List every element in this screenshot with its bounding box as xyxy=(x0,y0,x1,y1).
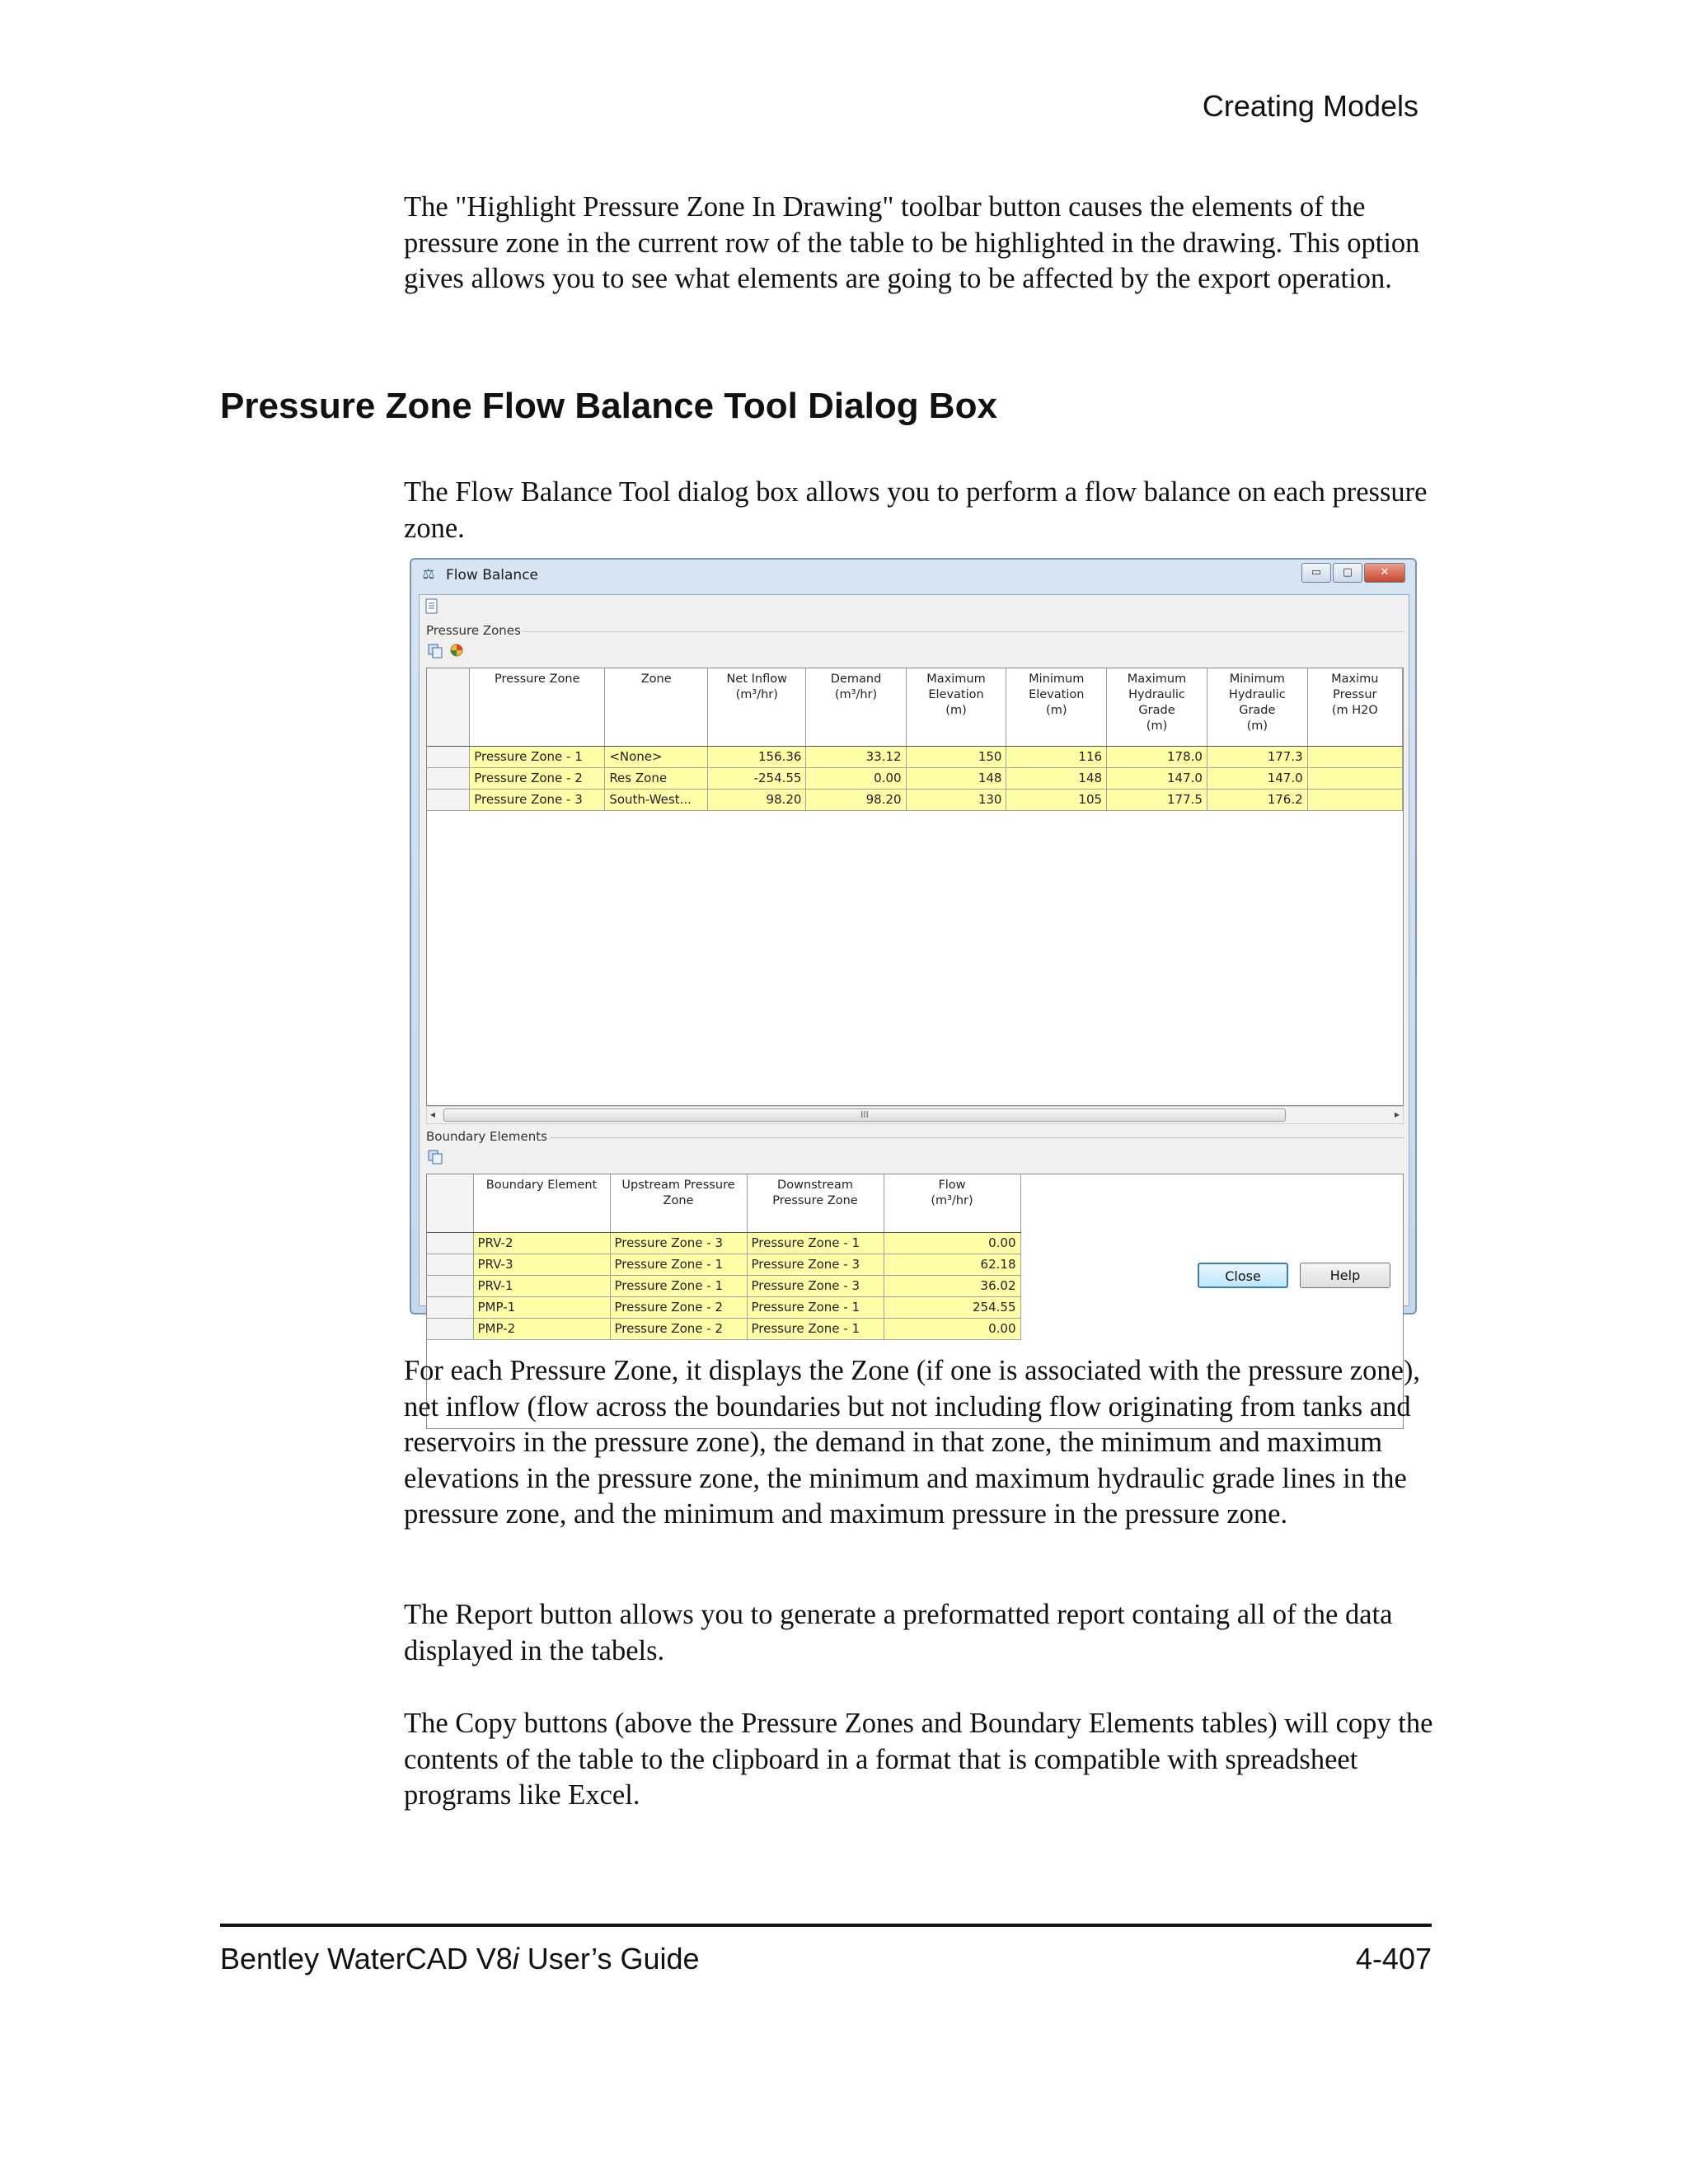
table-cell[interactable]: South-West... xyxy=(605,789,708,810)
table-cell[interactable]: 0.00 xyxy=(884,1232,1020,1254)
copy-icon[interactable] xyxy=(426,1149,444,1167)
copy-icon[interactable] xyxy=(426,643,444,661)
table-cell[interactable] xyxy=(1307,767,1402,789)
row-header[interactable] xyxy=(427,1254,473,1275)
table-cell[interactable]: Pressure Zone - 2 xyxy=(610,1318,747,1339)
report-paragraph: The Report button allows you to generate a preformatted report containg all of the data displayed in the tabels. xyxy=(404,1599,1393,1666)
table-cell[interactable]: 254.55 xyxy=(884,1296,1020,1318)
section-intro: The Flow Balance Tool dialog box allows you to perform a flow balance on each pressure zone. xyxy=(404,476,1428,544)
table-cell[interactable]: 147.0 xyxy=(1107,767,1207,789)
table-cell[interactable]: 176.2 xyxy=(1207,789,1307,810)
table-cell[interactable]: 62.18 xyxy=(884,1254,1020,1275)
table-cell[interactable]: Pressure Zone - 3 xyxy=(610,1232,747,1254)
running-header: Creating Models xyxy=(1202,89,1418,123)
table-cell[interactable]: PRV-1 xyxy=(473,1275,610,1296)
table-cell[interactable]: 148 xyxy=(906,767,1006,789)
footer-title-post: User’s Guide xyxy=(518,1942,700,1975)
table-cell[interactable]: 147.0 xyxy=(1207,767,1307,789)
row-header[interactable] xyxy=(427,767,470,789)
boundary-elements-table xyxy=(427,1174,1021,1340)
dialog-client-area xyxy=(419,594,1409,1336)
table-cell[interactable]: PMP-1 xyxy=(473,1296,610,1318)
dialog-titlebar xyxy=(411,560,1415,591)
table-cell[interactable]: 150 xyxy=(906,746,1006,767)
flow-balance-dialog xyxy=(410,558,1417,1336)
pressure-zones-column-header[interactable]: Demand (m³/hr) xyxy=(806,668,906,746)
table-row[interactable] xyxy=(427,1232,1020,1254)
row-header-corner xyxy=(427,1174,473,1232)
table-cell[interactable]: Pressure Zone - 1 xyxy=(470,746,605,767)
pressure-zones-grid xyxy=(426,668,1404,1106)
boundary-elements-column-header[interactable]: Boundary Element xyxy=(473,1174,610,1232)
help-button[interactable]: Help xyxy=(1300,1263,1390,1288)
table-cell[interactable]: 177.5 xyxy=(1107,789,1207,810)
balance-icon: ⚖ xyxy=(422,566,435,583)
table-cell[interactable]: PRV-3 xyxy=(473,1254,610,1275)
report-icon[interactable] xyxy=(423,598,441,616)
table-cell[interactable]: 0.00 xyxy=(806,767,906,789)
pressure-zones-column-header[interactable]: Minimum Hydraulic Grade (m) xyxy=(1207,668,1307,746)
table-cell[interactable] xyxy=(1307,789,1402,810)
page-number: 4-407 xyxy=(1355,1942,1432,1975)
table-cell[interactable]: 0.00 xyxy=(884,1318,1020,1339)
pressure-zones-column-header[interactable]: Net Inflow (m³/hr) xyxy=(708,668,806,746)
table-row[interactable] xyxy=(427,767,1403,789)
row-header[interactable] xyxy=(427,1275,473,1296)
table-cell[interactable]: Pressure Zone - 1 xyxy=(747,1318,884,1339)
table-cell[interactable]: Pressure Zone - 2 xyxy=(610,1296,747,1318)
table-cell[interactable]: 105 xyxy=(1006,789,1107,810)
table-cell[interactable]: 148 xyxy=(1006,767,1107,789)
scroll-left-icon[interactable]: ◂ xyxy=(430,1108,436,1120)
table-cell[interactable]: Pressure Zone - 1 xyxy=(610,1275,747,1296)
footer-title xyxy=(220,1942,700,1976)
table-cell[interactable]: 36.02 xyxy=(884,1275,1020,1296)
footer-title-italic: i xyxy=(512,1942,519,1975)
table-row[interactable] xyxy=(427,789,1403,810)
row-header[interactable] xyxy=(427,1318,473,1339)
minimize-button[interactable]: ▭ xyxy=(1301,563,1331,583)
table-cell[interactable]: Pressure Zone - 1 xyxy=(747,1232,884,1254)
table-row[interactable] xyxy=(427,1318,1020,1339)
table-cell[interactable]: Pressure Zone - 3 xyxy=(747,1254,884,1275)
table-cell[interactable]: PMP-2 xyxy=(473,1318,610,1339)
boundary-elements-label: Boundary Elements xyxy=(426,1129,547,1144)
table-cell[interactable] xyxy=(1307,746,1402,767)
pressure-zones-label: Pressure Zones xyxy=(426,623,521,638)
table-cell[interactable]: Pressure Zone - 1 xyxy=(610,1254,747,1275)
highlight-icon[interactable] xyxy=(448,643,466,661)
row-header-corner xyxy=(427,668,470,746)
maximize-button[interactable]: ▢ xyxy=(1333,563,1362,583)
table-row[interactable] xyxy=(427,1254,1020,1275)
footer-rule xyxy=(220,1924,1432,1927)
pressure-zones-column-header[interactable]: Maximum Elevation (m) xyxy=(906,668,1006,746)
close-window-button[interactable]: ✕ xyxy=(1364,563,1405,583)
boundary-elements-column-header[interactable]: Upstream Pressure Zone xyxy=(610,1174,747,1232)
table-cell[interactable]: 33.12 xyxy=(806,746,906,767)
pressure-zones-column-header[interactable]: Maximum Hydraulic Grade (m) xyxy=(1107,668,1207,746)
footer-title-pre: Bentley WaterCAD V8 xyxy=(220,1942,513,1975)
row-header[interactable] xyxy=(427,746,470,767)
scroll-thumb[interactable]: III xyxy=(443,1108,1286,1122)
pressure-zones-column-header[interactable]: Zone xyxy=(605,668,708,746)
table-cell[interactable]: -254.55 xyxy=(708,767,806,789)
dialog-title: Flow Balance xyxy=(446,567,539,583)
table-cell[interactable]: Res Zone xyxy=(605,767,708,789)
table-cell[interactable]: 177.3 xyxy=(1207,746,1307,767)
row-header[interactable] xyxy=(427,789,470,810)
table-cell[interactable]: PRV-2 xyxy=(473,1232,610,1254)
description-paragraph: For each Pressure Zone, it displays the Zone (if one is associated with the pressure zone), net inflow (flow across the boundaries but not including flow originating from tanks and reservoirs in the pressure zone), the demand in that zone, the minimum and maximum elevations in the pressure zone, the minimum and maximum hydraulic grade lines in the pressure zone, and the minimum and maximum pressure in the pressure zone. xyxy=(404,1355,1421,1530)
table-cell[interactable]: <None> xyxy=(605,746,708,767)
pressure-zones-column-header[interactable]: Maximu Pressur (m H2O xyxy=(1307,668,1402,746)
table-row[interactable] xyxy=(427,1275,1020,1296)
boundary-elements-column-header[interactable]: Downstream Pressure Zone xyxy=(747,1174,884,1232)
pressure-zones-table xyxy=(427,668,1403,811)
table-row[interactable] xyxy=(427,1296,1020,1318)
pressure-zones-hscrollbar[interactable] xyxy=(426,1106,1404,1124)
table-cell[interactable]: 130 xyxy=(906,789,1006,810)
row-header[interactable] xyxy=(427,1232,473,1254)
close-button[interactable]: Close xyxy=(1198,1263,1288,1288)
group-divider xyxy=(550,1137,1404,1138)
table-cell[interactable]: 156.36 xyxy=(708,746,806,767)
group-divider xyxy=(523,631,1404,632)
pressure-zones-column-header[interactable]: Pressure Zone xyxy=(470,668,605,746)
table-cell[interactable]: Pressure Zone - 1 xyxy=(747,1296,884,1318)
intro-paragraph: The "Highlight Pressure Zone In Drawing" toolbar button causes the elements of the pressure zone in the current row of the table to be highlighted in the drawing. This option gives allows you to see what elements are going to be affected by the export operation. xyxy=(404,191,1420,294)
boundary-elements-column-header[interactable]: Flow (m³/hr) xyxy=(884,1174,1020,1232)
table-cell[interactable]: 178.0 xyxy=(1107,746,1207,767)
window-controls xyxy=(1301,563,1405,583)
row-header[interactable] xyxy=(427,1296,473,1318)
pressure-zones-column-header[interactable]: Minimum Elevation (m) xyxy=(1006,668,1107,746)
table-cell[interactable]: Pressure Zone - 3 xyxy=(747,1275,884,1296)
table-cell[interactable]: 98.20 xyxy=(708,789,806,810)
table-row[interactable] xyxy=(427,746,1403,767)
table-cell[interactable]: 116 xyxy=(1006,746,1107,767)
section-heading: Pressure Zone Flow Balance Tool Dialog Box xyxy=(220,386,997,426)
table-cell[interactable]: Pressure Zone - 3 xyxy=(470,789,605,810)
table-cell[interactable]: 98.20 xyxy=(806,789,906,810)
scroll-right-icon[interactable]: ▸ xyxy=(1394,1108,1400,1120)
copy-paragraph: The Copy buttons (above the Pressure Zones and Boundary Elements tables) will copy the contents of the table to the clipboard in a format that is compatible with spreadsheet programs like Excel. xyxy=(404,1708,1433,1811)
table-cell[interactable]: Pressure Zone - 2 xyxy=(470,767,605,789)
